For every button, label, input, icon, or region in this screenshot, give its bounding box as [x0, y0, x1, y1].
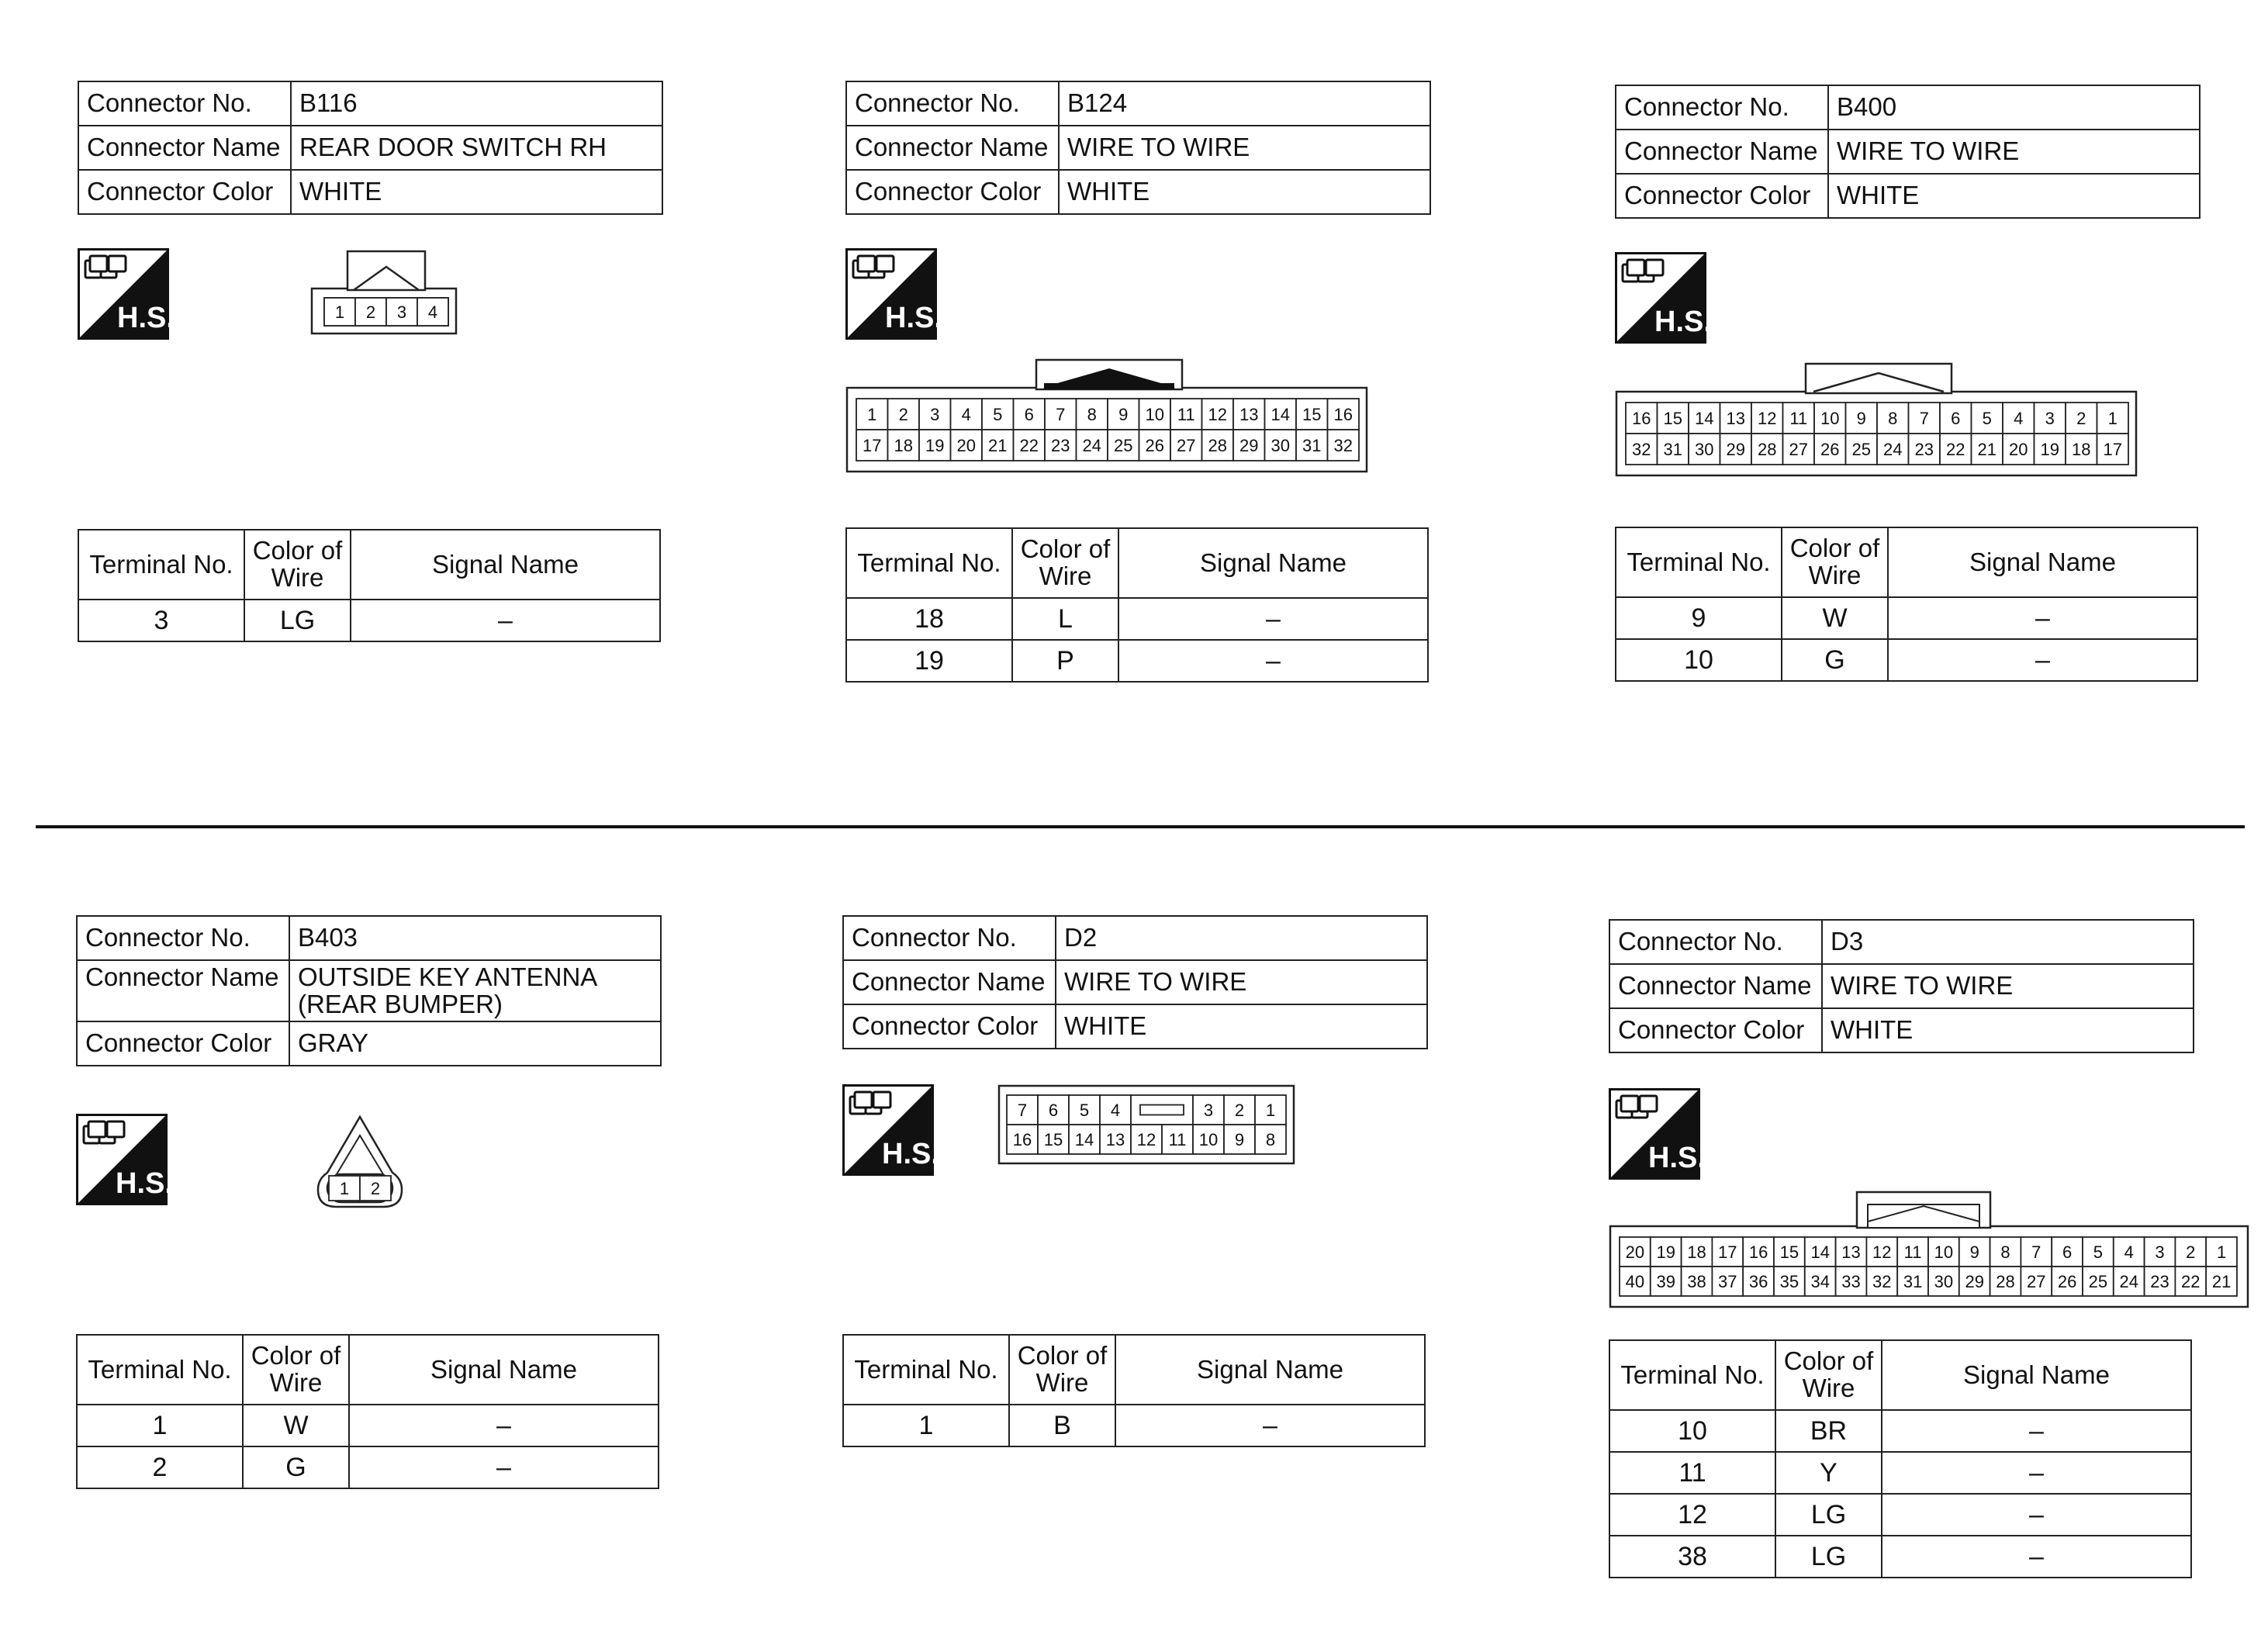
- pin-number: 3: [930, 404, 940, 424]
- wire-color-cell: LG: [1775, 1536, 1882, 1578]
- pin-number: 10: [1820, 408, 1840, 428]
- pin-number: 17: [863, 435, 882, 455]
- terminal-no-header: Terminal No.: [78, 530, 244, 600]
- wire-color-cell: W: [243, 1405, 349, 1446]
- terminal-table: [76, 1334, 659, 1489]
- pin-number: 21: [1977, 439, 1997, 459]
- pin-number: 3: [396, 302, 407, 322]
- pin-number: 29: [1726, 439, 1745, 459]
- pin-number: 25: [1851, 439, 1871, 459]
- pin-number: 40: [1625, 1271, 1645, 1291]
- connector-name-label: Connector Name: [1616, 130, 1828, 174]
- pin-number: 30: [1934, 1271, 1954, 1291]
- pin-number: 4: [2124, 1242, 2134, 1262]
- pin-number: 24: [1082, 435, 1101, 455]
- terminal-no-cell: 3: [78, 600, 244, 641]
- connector-no-value: B116: [291, 81, 662, 126]
- pin-number: 2: [2076, 408, 2086, 428]
- connector-color-label: Connector Color: [1616, 174, 1828, 218]
- connector-no-value: B403: [289, 916, 661, 960]
- pin-number: 1: [334, 302, 345, 322]
- pin-number: 1: [867, 404, 877, 424]
- connector-color-value: WHITE: [1059, 170, 1430, 214]
- connector-no-label: Connector No.: [1616, 85, 1828, 130]
- signal-name-cell: –: [349, 1405, 659, 1446]
- pin-number: 10: [1145, 404, 1164, 424]
- pin-number: 22: [1946, 439, 1965, 459]
- signal-name-cell: –: [1115, 1405, 1425, 1446]
- connector-name-label: Connector Name: [1609, 964, 1822, 1008]
- pin-number: 3: [1203, 1100, 1214, 1120]
- pin-number: 6: [2062, 1242, 2073, 1262]
- pin-number: 28: [1208, 435, 1227, 455]
- harness-side-icon: [76, 1114, 169, 1207]
- terminal-no-cell: 1: [843, 1405, 1009, 1446]
- pin-number: 18: [1687, 1242, 1706, 1262]
- pin-number: 5: [1079, 1100, 1090, 1120]
- wire-color-cell: B: [1009, 1405, 1115, 1446]
- table-row: [77, 1446, 659, 1488]
- connector-color-value: WHITE: [1822, 1008, 2194, 1052]
- pin-number: 2: [2186, 1242, 2196, 1262]
- connector-face-diagram: [1609, 1189, 2252, 1313]
- connector-panel-b116: [78, 81, 683, 655]
- pin-number: 8: [2000, 1242, 2010, 1262]
- connector-name-value: WIRE TO WIRE: [1059, 126, 1430, 170]
- connector-face-diagram: [310, 248, 465, 341]
- pin-number: 4: [2014, 408, 2024, 428]
- color-of-wire-header: Color of Wire: [243, 1335, 349, 1405]
- pin-number: 19: [925, 435, 945, 455]
- signal-name-cell: –: [1882, 1536, 2191, 1578]
- pin-number: 7: [1056, 404, 1066, 424]
- pin-number: 18: [2072, 439, 2091, 459]
- connector-color-label: Connector Color: [1609, 1008, 1822, 1052]
- pin-number: 17: [1718, 1242, 1737, 1262]
- table-row: [1609, 1494, 2191, 1536]
- color-of-wire-header: Color of Wire: [1782, 527, 1888, 597]
- pin-number: 16: [1012, 1129, 1032, 1149]
- connector-panel-d2: [842, 915, 1447, 1505]
- pin-number: 11: [1168, 1129, 1187, 1149]
- pin-number: 30: [1695, 439, 1714, 459]
- connector-panel-b124: [845, 81, 1450, 701]
- pin-number: 8: [1087, 404, 1097, 424]
- pin-number: 6: [1951, 408, 1961, 428]
- pin-number: 13: [1841, 1242, 1861, 1262]
- pin-number: 27: [1789, 439, 1808, 459]
- pin-number: 32: [1872, 1271, 1892, 1291]
- pin-number: 12: [1872, 1242, 1892, 1262]
- pin-number: 12: [1208, 404, 1227, 424]
- terminal-no-header: Terminal No.: [846, 528, 1012, 598]
- pin-number: 27: [2027, 1271, 2046, 1291]
- pin-number: 20: [2009, 439, 2028, 459]
- table-row: [77, 1405, 659, 1446]
- pin-number: 26: [1820, 439, 1840, 459]
- connector-name-value: WIRE TO WIRE: [1056, 960, 1427, 1004]
- terminal-table: [78, 529, 661, 642]
- pin-number: 7: [1919, 408, 1929, 428]
- pin-number: 14: [1074, 1129, 1094, 1149]
- signal-name-cell: –: [1882, 1410, 2191, 1452]
- pin-number: 26: [1145, 435, 1164, 455]
- signal-name-cell: –: [351, 600, 660, 641]
- pin-number: 37: [1718, 1271, 1737, 1291]
- connector-info-table: [842, 915, 1428, 1049]
- connector-no-value: B400: [1828, 85, 2200, 130]
- terminal-no-cell: 10: [1609, 1410, 1775, 1452]
- pin-number: 30: [1271, 435, 1290, 455]
- terminal-no-cell: 2: [77, 1446, 243, 1488]
- table-row: [846, 598, 1428, 640]
- signal-name-header: Signal Name: [1118, 528, 1428, 598]
- connector-color-value: WHITE: [1828, 174, 2200, 218]
- pin-slot: [1140, 1105, 1184, 1115]
- connector-color-label: Connector Color: [78, 170, 291, 214]
- wire-color-cell: G: [1782, 639, 1888, 681]
- terminal-no-cell: 38: [1609, 1536, 1775, 1578]
- pin-number: 39: [1656, 1271, 1675, 1291]
- pin-number: 16: [1748, 1242, 1768, 1262]
- pin-number: 27: [1177, 435, 1196, 455]
- connector-name-value: REAR DOOR SWITCH RH: [291, 126, 662, 170]
- pin-number: 20: [956, 435, 976, 455]
- pin-number: 22: [1019, 435, 1039, 455]
- wire-color-cell: G: [243, 1446, 349, 1488]
- table-row: [1609, 1452, 2191, 1494]
- pin-number: 31: [1663, 439, 1682, 459]
- signal-name-cell: –: [1882, 1494, 2191, 1536]
- connector-face-diagram: [1615, 361, 2142, 485]
- pin-number: 19: [1656, 1242, 1675, 1262]
- pin-number: 9: [1856, 408, 1866, 428]
- pin-number: 3: [2155, 1242, 2165, 1262]
- section-divider: [36, 825, 2245, 828]
- pin-number: 12: [1758, 408, 1777, 428]
- pin-number: 18: [894, 435, 913, 455]
- pin-number: 32: [1632, 439, 1651, 459]
- pin-number: 8: [1265, 1129, 1276, 1149]
- pin-number: 14: [1271, 404, 1290, 424]
- wire-color-cell: LG: [244, 600, 351, 641]
- pin-number: 4: [1110, 1100, 1121, 1120]
- terminal-no-cell: 10: [1616, 639, 1782, 681]
- signal-name-cell: –: [349, 1446, 659, 1488]
- connector-panel-d3: [1609, 919, 2260, 1602]
- connector-color-value: GRAY: [289, 1021, 661, 1066]
- pin-number: 9: [1969, 1242, 1979, 1262]
- color-of-wire-header: Color of Wire: [1009, 1335, 1115, 1405]
- pin-number: 11: [1177, 404, 1195, 424]
- table-row: [1616, 597, 2197, 639]
- pin-number: 2: [370, 1178, 381, 1198]
- pin-number: 6: [1048, 1100, 1059, 1120]
- table-row: [1609, 1536, 2191, 1578]
- pin-number: 16: [1632, 408, 1651, 428]
- pin-number: 10: [1934, 1242, 1954, 1262]
- signal-name-header: Signal Name: [1115, 1335, 1425, 1405]
- pin-number: 15: [1043, 1129, 1063, 1149]
- pin-number: 3: [2045, 408, 2055, 428]
- pin-number: 4: [427, 302, 438, 322]
- pin-number: 2: [1234, 1100, 1245, 1120]
- signal-name-header: Signal Name: [351, 530, 660, 600]
- terminal-no-header: Terminal No.: [1616, 527, 1782, 597]
- pin-number: 28: [1758, 439, 1777, 459]
- connector-name-value: WIRE TO WIRE: [1822, 964, 2194, 1008]
- pin-number: 2: [898, 404, 908, 424]
- pin-number: 1: [339, 1178, 350, 1198]
- pin-number: 15: [1302, 404, 1322, 424]
- connector-name-label: Connector Name: [78, 126, 291, 170]
- terminal-table: [842, 1334, 1426, 1447]
- table-row: [843, 1405, 1425, 1446]
- pin-number: 11: [1789, 408, 1808, 428]
- connector-panel-b400: [1615, 85, 2220, 705]
- terminal-no-cell: 1: [77, 1405, 243, 1446]
- connector-info-table: [1609, 919, 2194, 1053]
- terminal-no-cell: 19: [846, 640, 1012, 682]
- pin-number: 7: [2031, 1242, 2041, 1262]
- table-row: [1609, 1410, 2191, 1452]
- signal-name-cell: –: [1118, 640, 1428, 682]
- connector-info-table: [1615, 85, 2200, 219]
- pin-number: 17: [2103, 439, 2122, 459]
- harness-side-icon: [842, 1084, 935, 1177]
- connector-no-value: D3: [1822, 920, 2194, 964]
- wire-color-cell: W: [1782, 597, 1888, 639]
- connector-face-diagram: [845, 357, 1373, 481]
- color-of-wire-header: Color of Wire: [1775, 1340, 1882, 1410]
- connector-no-label: Connector No.: [78, 81, 291, 126]
- pin-number: 28: [1996, 1271, 2015, 1291]
- pin-number: 25: [1114, 435, 1133, 455]
- connector-name-value: WIRE TO WIRE: [1828, 130, 2200, 174]
- pin-number: 1: [2216, 1242, 2227, 1262]
- color-of-wire-header: Color of Wire: [1012, 528, 1118, 598]
- pin-number: 23: [1914, 439, 1934, 459]
- pin-number: 21: [988, 435, 1008, 455]
- terminal-no-cell: 9: [1616, 597, 1782, 639]
- connector-name-label: Connector Name: [77, 960, 289, 1021]
- connector-panel-b403: [76, 915, 681, 1505]
- terminal-table: [1609, 1339, 2192, 1578]
- pin-number: 14: [1695, 408, 1714, 428]
- color-of-wire-header: Color of Wire: [244, 530, 351, 600]
- pin-number: 7: [1017, 1100, 1028, 1120]
- pin-number: 33: [1841, 1271, 1861, 1291]
- harness-side-icon: [1615, 252, 1708, 345]
- wire-color-cell: BR: [1775, 1410, 1882, 1452]
- connector-info-table: [76, 915, 662, 1066]
- pin-number: 29: [1239, 435, 1259, 455]
- pin-number: 23: [2150, 1271, 2169, 1291]
- pin-number: 36: [1748, 1271, 1768, 1291]
- connector-color-label: Connector Color: [846, 170, 1059, 214]
- pin-number: 20: [1625, 1242, 1645, 1262]
- pin-number: 5: [2093, 1242, 2104, 1262]
- pin-number: 15: [1663, 408, 1682, 428]
- pin-number: 13: [1726, 408, 1745, 428]
- wire-color-cell: Y: [1775, 1452, 1882, 1494]
- terminal-no-cell: 12: [1609, 1494, 1775, 1536]
- connector-no-label: Connector No.: [77, 916, 289, 960]
- pin-number: 16: [1333, 404, 1353, 424]
- harness-side-icon: [1609, 1088, 1702, 1181]
- connector-color-value: WHITE: [291, 170, 662, 214]
- pin-number: 23: [1051, 435, 1070, 455]
- pin-number: 5: [993, 404, 1003, 424]
- pin-number: 19: [2040, 439, 2059, 459]
- signal-name-cell: –: [1118, 598, 1428, 640]
- connector-name-label: Connector Name: [843, 960, 1056, 1004]
- pin-number: 13: [1239, 404, 1259, 424]
- connector-no-label: Connector No.: [846, 81, 1059, 126]
- terminal-table: [845, 527, 1429, 683]
- pin-number: 24: [1883, 439, 1903, 459]
- wire-color-cell: L: [1012, 598, 1118, 640]
- terminal-table: [1615, 527, 2198, 682]
- signal-name-header: Signal Name: [349, 1335, 659, 1405]
- pin-number: 31: [1302, 435, 1322, 455]
- pin-number: 31: [1903, 1271, 1923, 1291]
- pin-number: 32: [1333, 435, 1353, 455]
- signal-name-header: Signal Name: [1888, 527, 2197, 597]
- connector-face-diagram: [997, 1084, 1300, 1170]
- pin-number: 13: [1105, 1129, 1125, 1149]
- pin-number: 14: [1810, 1242, 1830, 1262]
- connector-info-table: [845, 81, 1431, 215]
- signal-name-header: Signal Name: [1882, 1340, 2191, 1410]
- connector-color-label: Connector Color: [77, 1021, 289, 1066]
- connector-no-label: Connector No.: [843, 916, 1056, 960]
- connector-name-label: Connector Name: [846, 126, 1059, 170]
- pin-number: 9: [1118, 404, 1129, 424]
- connector-no-value: D2: [1056, 916, 1427, 960]
- pin-number: 10: [1198, 1129, 1219, 1149]
- table-row: [1616, 639, 2197, 681]
- pin-number: 35: [1779, 1271, 1799, 1291]
- pin-number: 34: [1810, 1271, 1830, 1291]
- connector-name-value: OUTSIDE KEY ANTENNA (REAR BUMPER): [289, 960, 661, 1021]
- connector-no-value: B124: [1059, 81, 1430, 126]
- pin-number: 1: [1265, 1100, 1276, 1120]
- wire-color-cell: P: [1012, 640, 1118, 682]
- signal-name-cell: –: [1888, 639, 2197, 681]
- pin-number: 11: [1903, 1242, 1922, 1262]
- pin-number: 9: [1234, 1129, 1245, 1149]
- harness-side-icon: [845, 248, 939, 341]
- table-row: [846, 640, 1428, 682]
- pin-number: 26: [2057, 1271, 2077, 1291]
- wire-color-cell: LG: [1775, 1494, 1882, 1536]
- pin-number: 8: [1888, 408, 1898, 428]
- pin-number: 6: [1024, 404, 1034, 424]
- connector-no-label: Connector No.: [1609, 920, 1822, 964]
- pin-number: 29: [1965, 1271, 1984, 1291]
- pin-number: 25: [2088, 1271, 2108, 1291]
- pin-number: 24: [2119, 1271, 2138, 1291]
- terminal-no-cell: 18: [846, 598, 1012, 640]
- pin-number: 38: [1687, 1271, 1706, 1291]
- table-row: [78, 600, 660, 641]
- pin-number: 15: [1779, 1242, 1799, 1262]
- connector-info-table: [78, 81, 663, 215]
- connector-color-label: Connector Color: [843, 1004, 1056, 1049]
- terminal-no-header: Terminal No.: [77, 1335, 243, 1405]
- pin-number: 22: [2181, 1271, 2200, 1291]
- pin-number: 4: [961, 404, 971, 424]
- pin-number: 1: [2107, 408, 2118, 428]
- pin-number: 12: [1136, 1129, 1156, 1149]
- connector-face-diagram: [306, 1112, 414, 1213]
- terminal-no-cell: 11: [1609, 1452, 1775, 1494]
- pin-number: 2: [365, 302, 376, 322]
- pin-number: 5: [1982, 408, 1992, 428]
- terminal-no-header: Terminal No.: [1609, 1340, 1775, 1410]
- harness-side-icon: [78, 248, 171, 341]
- terminal-no-header: Terminal No.: [843, 1335, 1009, 1405]
- signal-name-cell: –: [1882, 1452, 2191, 1494]
- connector-color-value: WHITE: [1056, 1004, 1427, 1049]
- pin-number: 21: [2211, 1271, 2232, 1291]
- signal-name-cell: –: [1888, 597, 2197, 639]
